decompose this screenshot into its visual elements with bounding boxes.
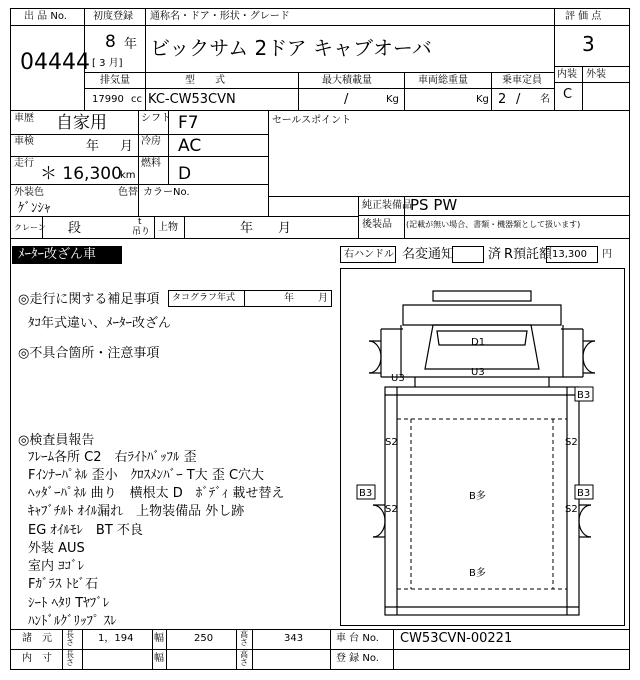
recycle-mark: 済 (488, 247, 502, 262)
mileage-label: 走行 (14, 158, 34, 169)
crane-month: 月 (278, 221, 292, 236)
width-label: 幅 (154, 633, 164, 644)
damage-mark-s2-right-bottom: S2 (565, 504, 578, 515)
defects-label: ◎不具合箇所・注意事項 (18, 346, 160, 361)
shift: F7 (178, 113, 199, 133)
crane-ton-mark: t (138, 217, 142, 227)
inspector-line: ﾊﾝﾄﾞﾙｸﾞﾘｯﾌﾟ ｽﾚ (28, 614, 117, 629)
selling-points-label: セールスポイント (272, 115, 352, 126)
max-load-label: 最大積載量 (322, 75, 372, 86)
capacity-label: 乗車定員 (502, 75, 542, 86)
inspector-line: 室内 ﾖｺﾞﾚ (28, 559, 85, 574)
fuel: D (178, 164, 192, 184)
capacity-slash: / (516, 92, 521, 107)
total-weight-label: 車両総重量 (418, 75, 468, 86)
model-code-label: 型 式 (185, 75, 225, 86)
inner-length-label: 長さ (66, 650, 74, 667)
history-label: 車歴 (14, 113, 34, 124)
tacho-year: 年 (284, 293, 294, 304)
ext-color: ｹﾞﾝｼｬ (18, 201, 51, 216)
total-weight-unit: Kg (476, 94, 489, 105)
inspection-year: 年 (86, 139, 100, 154)
name-change-label: 名変通知 (402, 247, 455, 262)
width-value: 250 (194, 633, 214, 644)
aftermarket-label: 後装品 (362, 219, 392, 230)
driving-note: ﾀｺ年式違い、ﾒｰﾀｰ改ざん (28, 316, 172, 331)
capacity-unit: 名 (540, 94, 550, 105)
height-label: 高さ (240, 630, 248, 647)
grade: 3 (582, 32, 595, 56)
car-name: ビックサム 2ドア キャブオーバ (150, 36, 432, 60)
first-reg-year-unit: 年 (124, 37, 138, 52)
inspector-line: Fｶﾞﾗｽ ﾄﾋﾞ石 (28, 577, 99, 592)
damage-mark-b3-right-top: B3 (577, 390, 591, 401)
inspector-line: ｼｰﾄ ﾍﾀﾘ Tﾔﾌﾞﾚ (28, 596, 110, 611)
ext-color-label: 外装色 (14, 187, 44, 198)
displacement-unit: cc (131, 94, 142, 105)
name-change-box (452, 246, 484, 263)
mileage: ＊ 16,300 (40, 164, 122, 184)
mileage-unit: km (120, 170, 136, 181)
crane-stage: 段 (68, 221, 82, 236)
registration-label: 登 録 No. (336, 653, 379, 664)
recycle-amount: 13,300 (552, 249, 587, 260)
damage-mark-d1: D1 (471, 337, 486, 348)
interior-grade: C (563, 87, 573, 102)
damage-mark-s2-left-bottom: S2 (385, 504, 398, 515)
inspector-line: Fｲﾝﾅｰﾊﾟﾈﾙ 歪小 ｸﾛｽﾒﾝﾊﾞｰ T大 歪 C穴大 (28, 468, 265, 483)
capacity: 2 (498, 92, 507, 107)
length-label: 長さ (66, 630, 74, 647)
aircon-label: 冷房 (141, 136, 161, 147)
recycle-label: R預託額 (504, 247, 553, 262)
history: 自家用 (56, 113, 107, 133)
damage-mark-b3-left: B3 (359, 488, 373, 499)
first-reg-label: 初度登録 (93, 11, 133, 22)
standard-equip: PS PW (410, 196, 458, 214)
truck-diagram-svg (341, 269, 624, 625)
inspector-line: ｷｬﾌﾞﾁﾙﾄ ｵｲﾙ漏れ 上物装備品 外し跡 (28, 504, 245, 519)
aftermarket-note: (記載が無い場合、書類・機器類として扱います) (406, 220, 581, 229)
inner-height-label: 高さ (240, 650, 248, 667)
displacement-label: 排気量 (100, 75, 130, 86)
chassis-number: CW53CVN-00221 (400, 631, 513, 646)
crane-ton: 吊り (132, 227, 151, 237)
lot-no-label: 出 品 No. (24, 11, 67, 22)
meter-tamper-badge: ﾒｰﾀｰ改ざん車 (12, 246, 122, 264)
inspector-line: ﾌﾚｰﾑ各所 C2 右ﾗｲﾄﾊﾞｯﾌﾙ 歪 (28, 450, 197, 465)
standard-equip-label: 純正装備品 (362, 200, 412, 211)
color-no-label: カラーNo. (143, 187, 190, 198)
damage-mark-b-many-rear: B多 (469, 568, 486, 579)
chassis-label: 車 台 No. (336, 633, 379, 644)
damage-mark-s2-left-top: S2 (385, 437, 398, 448)
inner-dims-label: 内 寸 (22, 653, 52, 664)
fuel-label: 燃料 (141, 158, 161, 169)
damage-mark-b-many-center: B多 (469, 491, 486, 502)
top-equip-label: 上物 (158, 222, 178, 233)
max-load-slash: / (344, 92, 349, 107)
crane-label: クレーン (14, 223, 46, 232)
inspector-report-label: ◎検査員報告 (18, 433, 95, 448)
inner-width-label: 幅 (154, 653, 164, 664)
driving-notes-label: ◎走行に関する補足事項 (18, 292, 160, 307)
damage-diagram (340, 268, 625, 626)
damage-mark-u3-left: U3 (391, 373, 405, 384)
shift-label: シフト (141, 113, 171, 124)
dims-label: 諸 元 (22, 633, 52, 644)
damage-mark-s2-right-top: S2 (565, 437, 578, 448)
inspection-label: 車検 (14, 136, 34, 147)
tacho-month: 月 (318, 293, 328, 304)
inspector-line: EG ｵｲﾙﾓﾚ BT 不良 (28, 523, 143, 538)
length-value: 1，194 (98, 633, 134, 644)
lot-no: 04444 (20, 50, 90, 75)
recycle-unit: 円 (602, 249, 612, 260)
tacho-label: タコグラフ年式 (172, 293, 236, 303)
rhd-label: 右ハンドル (344, 249, 394, 260)
max-load-unit: Kg (386, 94, 399, 105)
damage-mark-b3-right: B3 (577, 488, 591, 499)
aircon: AC (178, 136, 202, 156)
damage-mark-u3-center: U3 (471, 367, 485, 378)
model-code: KC-CW53CVN (148, 92, 236, 107)
interior-label: 内装 (557, 69, 577, 80)
inspector-line: ﾍｯﾀﾞｰﾊﾟﾈﾙ 曲り 横根太 D ﾎﾞﾃﾞｨ 載せ替え (28, 486, 285, 501)
grade-label: 評 価 点 (565, 11, 602, 22)
inspector-line: 外装 AUS (28, 541, 85, 556)
first-reg-month: [ 3 月] (92, 58, 123, 69)
crane-year: 年 (240, 221, 254, 236)
inspection-month: 月 (120, 139, 134, 154)
exterior-label: 外装 (586, 69, 606, 80)
color-change-label: 色替 (118, 187, 138, 198)
displacement: 17990 (92, 94, 124, 105)
first-reg-year: 8 (105, 32, 116, 52)
height-value: 343 (284, 633, 304, 644)
model-name-label: 通称名・ドア・形状・グレード (150, 11, 290, 22)
